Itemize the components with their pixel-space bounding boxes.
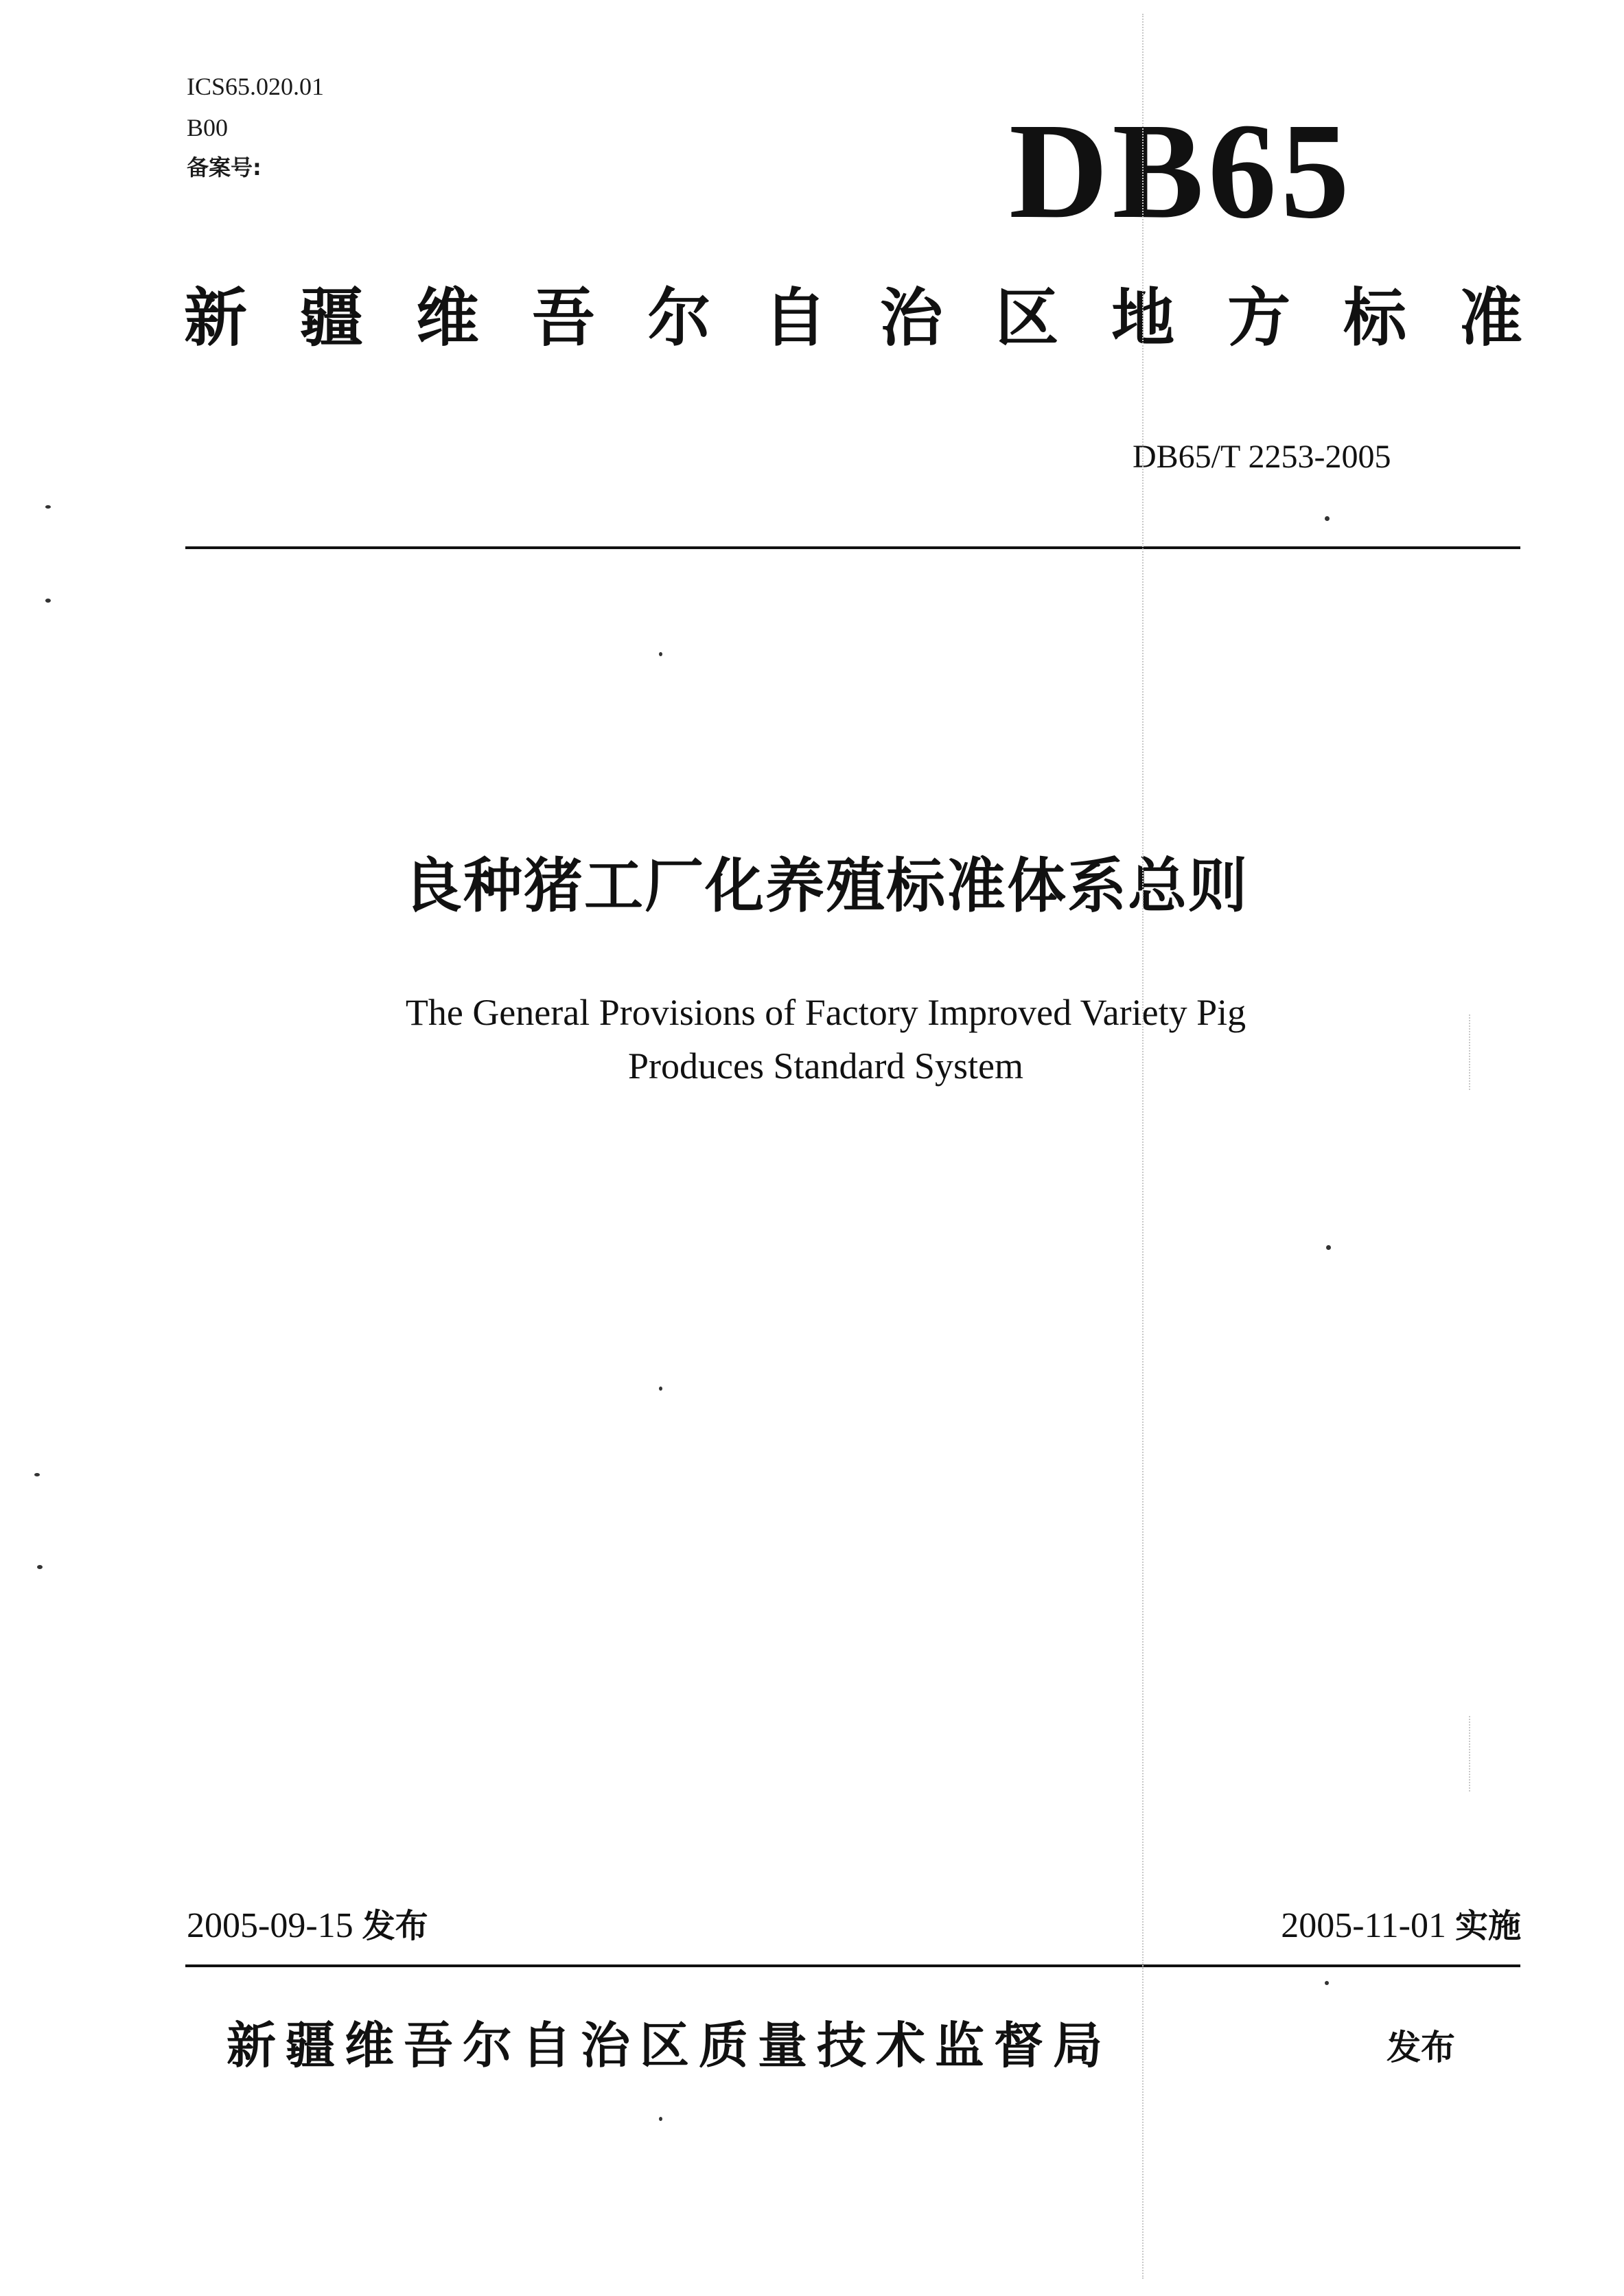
category-char: 自 (763, 281, 827, 355)
standard-category-heading (184, 281, 1522, 355)
category-char: 地 (1111, 281, 1175, 355)
scan-edge-mark (1469, 1716, 1472, 1791)
record-number-label: 备案号: (187, 154, 262, 181)
category-char: 区 (995, 281, 1059, 355)
category-char: 维 (415, 281, 479, 355)
issuing-authority: 新疆维吾尔自治区质量技术监督局 (227, 2016, 1113, 2074)
publish-label: 发布 (362, 1907, 428, 1945)
category-char: 尔 (647, 281, 711, 355)
effective-label: 实施 (1454, 1907, 1521, 1945)
scan-speck (659, 2117, 662, 2121)
ics-code: ICS65.020.01 (187, 73, 325, 100)
scan-speck (34, 1473, 40, 1476)
effective-date: 2005-11-01 (1281, 1906, 1446, 1945)
publish-date: 2005-09-15 (187, 1906, 353, 1945)
category-char: 疆 (299, 281, 363, 355)
scan-speck (45, 599, 51, 603)
scan-speck (37, 1565, 43, 1569)
category-char: 标 (1343, 281, 1407, 355)
standard-number: DB65/T 2253-2005 (1133, 439, 1391, 475)
scan-edge-mark (1469, 1014, 1472, 1090)
document-title-english-line2: Produces Standard System (628, 1045, 1023, 1087)
scan-speck (45, 505, 51, 509)
scan-fold-line (1142, 14, 1145, 2279)
publish-date-line (187, 1908, 428, 1944)
category-char: 方 (1227, 281, 1291, 355)
category-char: 吾 (531, 281, 595, 355)
classification-code: B00 (187, 114, 229, 141)
document-title-chinese: 良种猪工厂化养殖标准体系总则 (403, 852, 1249, 920)
standard-code-logo: DB65 (1009, 95, 1354, 247)
scan-speck (1325, 1981, 1329, 1985)
category-char: 新 (184, 281, 248, 355)
scan-speck (1326, 1245, 1331, 1250)
issuing-action-label: 发布 (1387, 2028, 1455, 2067)
effective-date-line (1281, 1908, 1521, 1944)
header-divider (185, 546, 1520, 549)
footer-divider (185, 1964, 1520, 1967)
scan-speck (659, 1387, 662, 1391)
document-title-english-line1: The General Provisions of Factory Improved Variety Pig (405, 992, 1246, 1033)
category-char: 治 (879, 281, 943, 355)
scan-speck (659, 652, 662, 656)
scan-speck (1325, 516, 1330, 521)
category-char: 准 (1459, 281, 1522, 355)
